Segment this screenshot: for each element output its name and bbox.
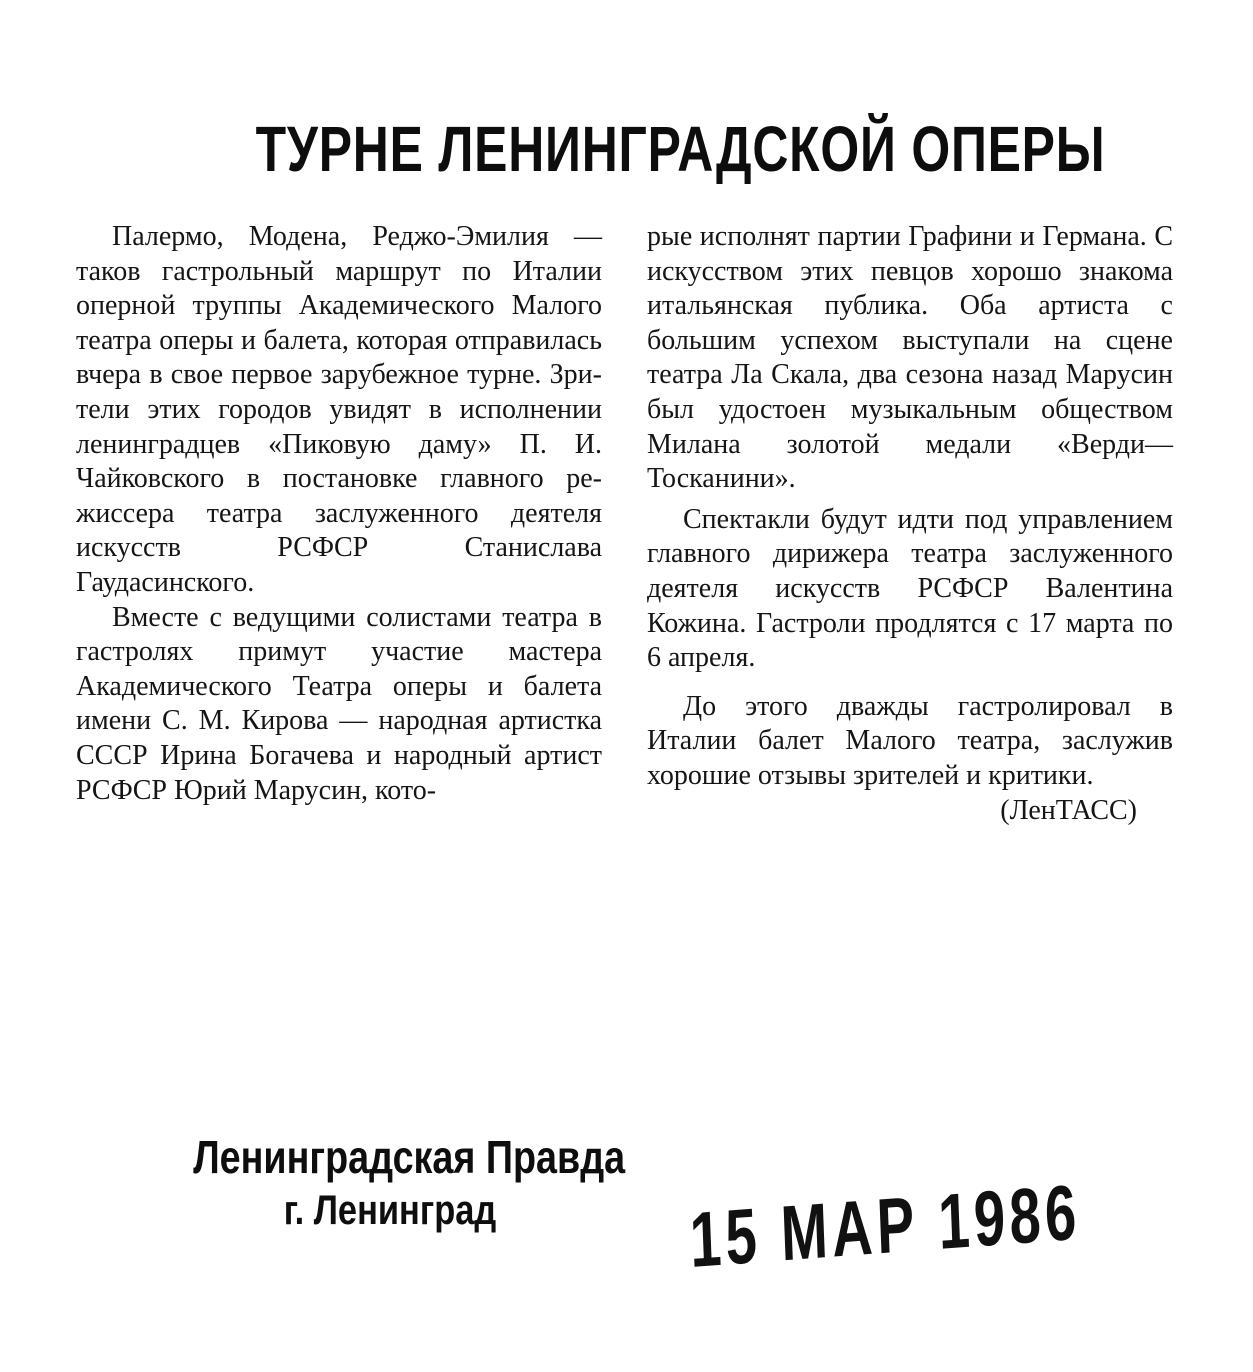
stamp-newspaper-name: Ленинградская Правда [193, 1131, 626, 1183]
article-paragraph: Палермо, Модена, Реджо-Эмилия — таков гастрольный маршрут по Италии оперной труппы Академического Малого театра оперы и балета, которая отправилась вчера в свое первое зарубежное турне. Зрители этих городов увидят в исполнении ленинградцев «Пиковую даму» П. И. Чайковского в постановке главного режиссера театра заслуженного деятеля искусств РСФСР Станислава Гаудасинского. [76, 221, 602, 598]
article-column-right [647, 220, 1173, 828]
date-stamp: 15 МАР 1986 [688, 1167, 1083, 1284]
article-paragraph: Вместе с ведущими солистами театра в гастролях примут участие мастера Академического Театра оперы и балета имени С. М. Кирова — народная артистка СССР Ирина Богачева и народный артист РСФСР Юрий Марусин, кото- [76, 601, 602, 806]
newspaper-stamp [150, 1130, 630, 1236]
article-paragraph: Спектакли будут идти под управлением главного дирижера театра заслуженного деятеля искусств РСФСР Валентина Кожина. Гастроли продлятся с 17 марта по 6 апреля. [647, 503, 1173, 674]
article-column-left [76, 220, 602, 808]
article-paragraph: До этого дважды гастролировал в Италии балет Малого театра, заслужив хорошие отзывы зрителей и критики. [647, 690, 1173, 791]
article-signature: (ЛенТАСС) [1000, 794, 1137, 826]
article-paragraph: рые исполнят партии Графини и Германа. С искусством этих певцов хорошо знакома итальянская публика. Оба артиста с большим успехом выступали на сцене театра Ла Скала, два сезона назад Марусин был удостоен музыкальным обществом Милана золотой медали «Верди—Тосканини». [647, 221, 1173, 495]
stamp-city: г. Ленинград [283, 1186, 497, 1233]
article-headline: ТУРНЕ ЛЕНИНГРАДСКОЙ ОПЕРЫ [255, 113, 1106, 185]
